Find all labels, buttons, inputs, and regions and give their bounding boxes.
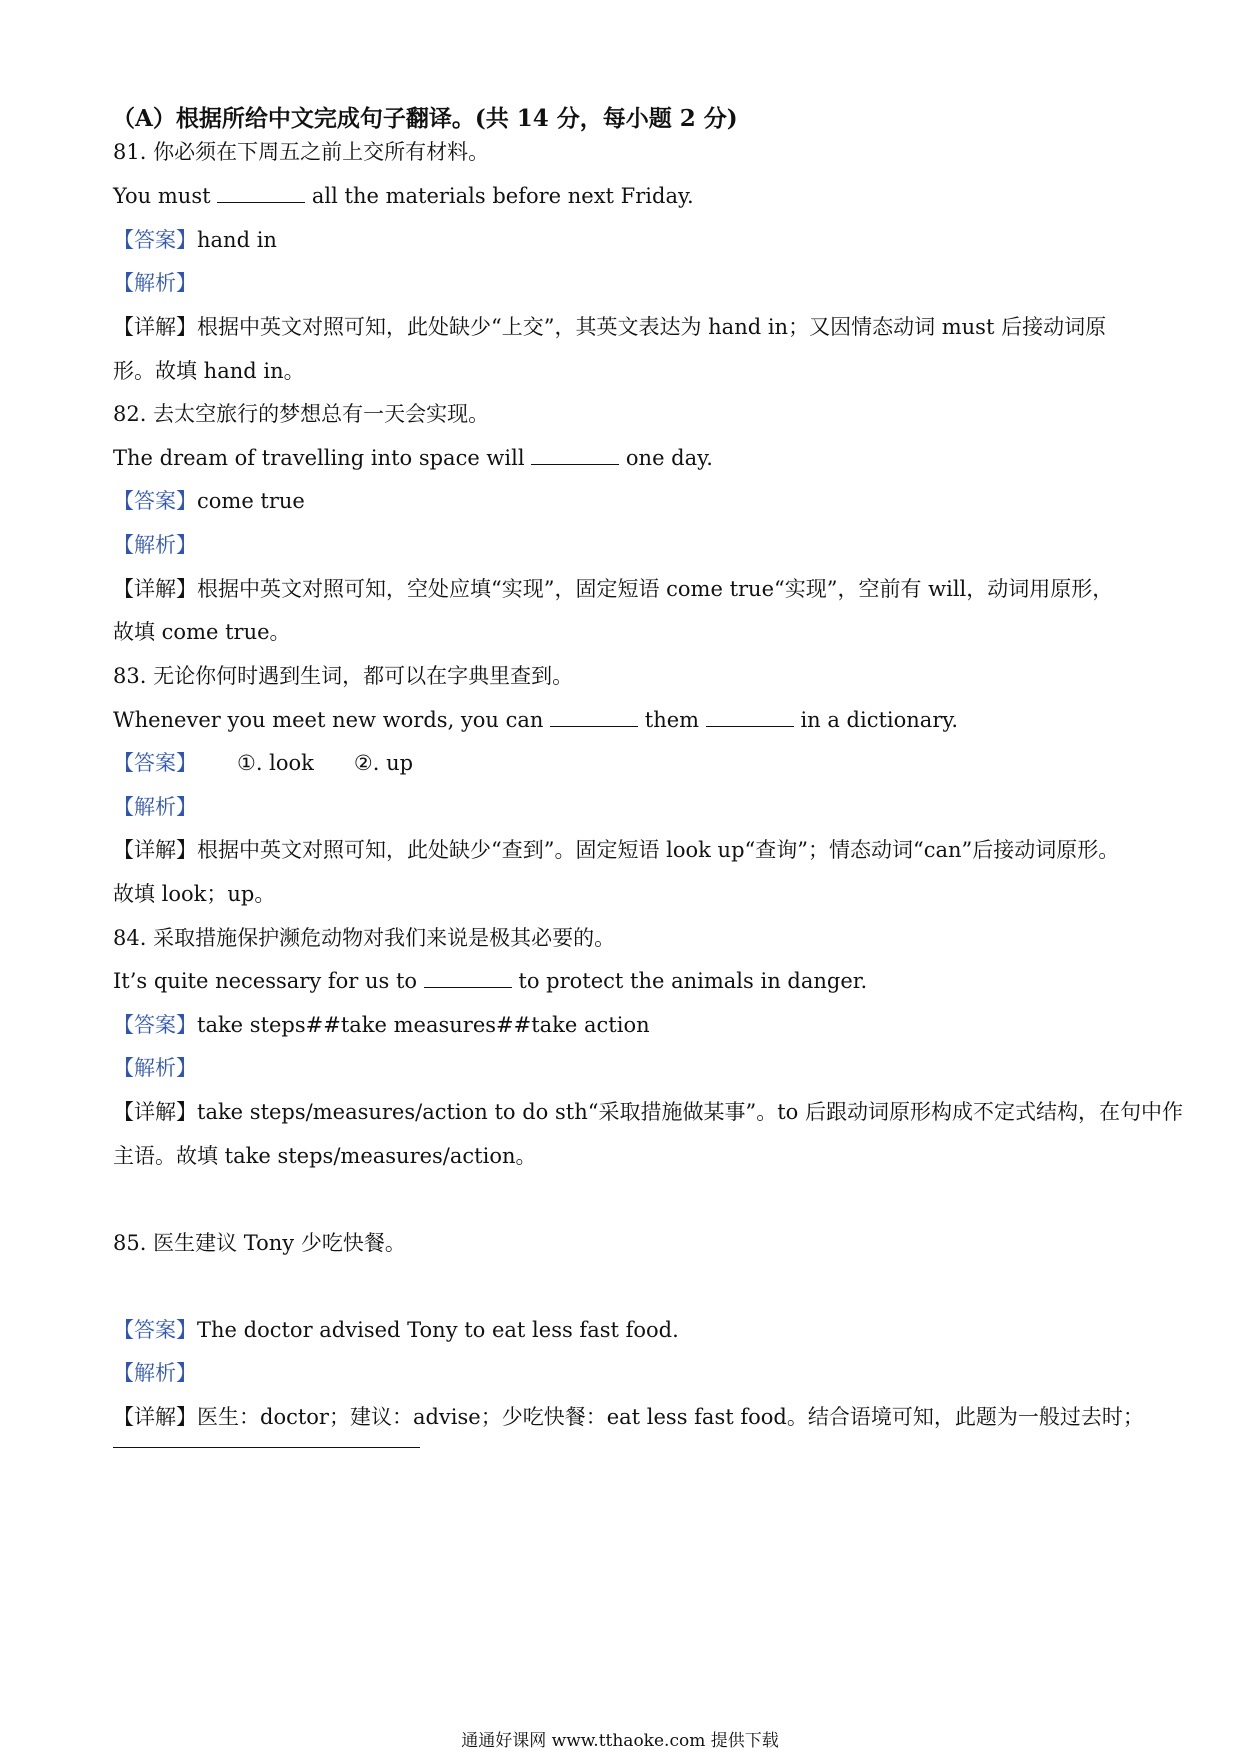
answer-blank <box>550 708 638 727</box>
question-81-analysis-label: 【解析】 <box>113 271 197 295</box>
detail-text: 根据中英文对照可知，此处缺少“查到”。固定短语 look up“查询”；情态动词“can”后接动词原形。 <box>197 838 1120 862</box>
question-83-detail <box>113 836 1140 864</box>
question-82-detail <box>113 575 1140 603</box>
sentence-text: them <box>638 708 706 732</box>
sentence-text: all the materials before next Friday. <box>305 184 694 208</box>
detail-text: 医生：doctor；建议：advise；少吃快餐：eat less fast food。结合语境可知，此题为一般过去时； <box>197 1405 1144 1429</box>
sentence-text: one day. <box>619 446 713 470</box>
question-84-detail-cont: 主语。故填 take steps/measures/action。 <box>113 1144 537 1168</box>
sentence-text: in a dictionary. <box>793 708 959 732</box>
sentence-text: You must <box>113 184 218 208</box>
sentence-text: to protect the animals in danger. <box>511 969 868 993</box>
question-83-analysis-label: 【解析】 <box>113 795 197 819</box>
question-84-sentence <box>113 967 1140 995</box>
answer-label: 【答案】 <box>113 1318 197 1342</box>
answer-label: 【答案】 <box>113 751 197 775</box>
question-82-detail-cont: 故填 come true。 <box>113 620 291 644</box>
question-85-analysis-label: 【解析】 <box>113 1361 197 1385</box>
question-85-prompt: 85. 医生建议 Tony 少吃快餐。 <box>113 1231 406 1255</box>
detail-label: 【详解】 <box>113 1405 197 1429</box>
answer-blank <box>531 446 619 465</box>
page-footer: 通通好课网 www.tthaoke.com 提供下载 <box>461 1731 779 1751</box>
answer-text: come true <box>197 489 305 513</box>
question-83-detail-cont: 故填 look；up。 <box>113 882 276 906</box>
detail-label: 【详解】 <box>113 1100 197 1124</box>
question-84-analysis-label: 【解析】 <box>113 1056 197 1080</box>
sentence-text: The dream of travelling into space will <box>113 446 532 470</box>
question-82-analysis-label: 【解析】 <box>113 533 197 557</box>
question-85-detail <box>113 1403 1144 1431</box>
answer-text: take steps##take measures##take action <box>197 1013 650 1037</box>
question-83-prompt: 83. 无论你何时遇到生词，都可以在字典里查到。 <box>113 664 574 688</box>
question-81-detail-cont: 形。故填 hand in。 <box>113 359 305 383</box>
answer-label: 【答案】 <box>113 489 197 513</box>
question-85-answer <box>113 1316 1140 1344</box>
answer-write-line <box>113 1447 420 1448</box>
answer-text: ①. look <box>237 751 314 775</box>
question-81-prompt: 81. 你必须在下周五之前上交所有材料。 <box>113 140 490 164</box>
answer-label: 【答案】 <box>113 1013 197 1037</box>
detail-text: 根据中英文对照可知，此处缺少“上交”，其英文表达为 hand in；又因情态动词 must 后接动词原 <box>197 315 1107 339</box>
question-84-detail <box>113 1098 1183 1126</box>
detail-label: 【详解】 <box>113 838 197 862</box>
detail-label: 【详解】 <box>113 315 197 339</box>
answer-text: hand in <box>197 228 277 252</box>
question-82-prompt: 82. 去太空旅行的梦想总有一天会实现。 <box>113 402 490 426</box>
answer-blank <box>424 969 512 988</box>
question-81-detail <box>113 313 1140 341</box>
detail-label: 【详解】 <box>113 577 197 601</box>
section-title: （A）根据所给中文完成句子翻译。(共 14 分，每小题 2 分) <box>112 105 738 132</box>
sentence-text: Whenever you meet new words, you can <box>113 708 551 732</box>
detail-text: take steps/measures/action to do sth“采取措施做某事”。to 后跟动词原形构成不定式结构，在句中作 <box>197 1100 1183 1124</box>
question-84-answer <box>113 1011 1140 1039</box>
answer-label: 【答案】 <box>113 228 197 252</box>
question-81-answer <box>113 226 1140 254</box>
answer-text: The doctor advised Tony to eat less fast food. <box>197 1318 679 1342</box>
sentence-text: It’s quite necessary for us to <box>113 969 424 993</box>
detail-text: 根据中英文对照可知，空处应填“实现”，固定短语 come true“实现”，空前有 will，动词用原形， <box>197 577 1114 601</box>
question-83-sentence <box>113 706 1140 734</box>
answer-blank <box>706 708 794 727</box>
question-82-sentence <box>113 444 1140 472</box>
question-81-sentence <box>113 182 1140 210</box>
question-82-answer <box>113 487 1140 515</box>
answer-blank <box>217 184 305 203</box>
answer-text: ②. up <box>353 751 414 775</box>
question-84-prompt: 84. 采取措施保护濒危动物对我们来说是极其必要的。 <box>113 926 616 950</box>
question-83-answer <box>113 749 1140 777</box>
